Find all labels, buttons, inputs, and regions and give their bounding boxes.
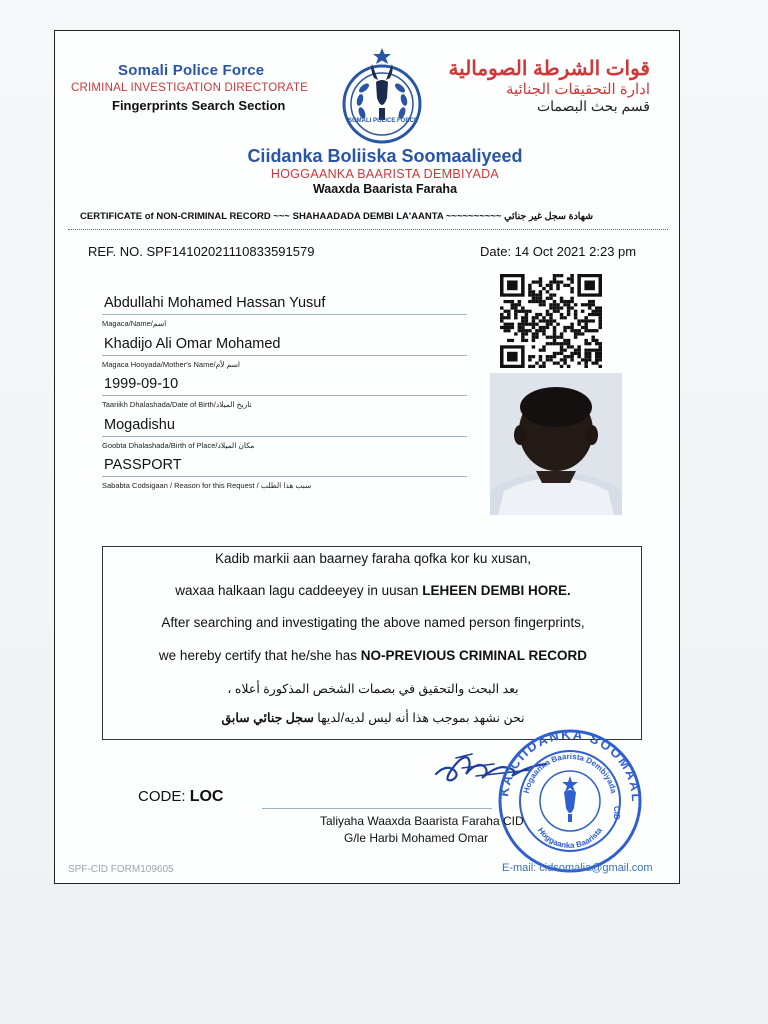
certification-statement <box>102 546 642 740</box>
field-dob-label: Taariikh Dhalashada/Date of Birth/تاريخ الميلاد <box>102 400 252 409</box>
reference-number: REF. NO. SPF14102021110833591579 <box>88 244 315 259</box>
applicant-photo <box>490 373 622 515</box>
field-birth-place-rule <box>102 436 467 437</box>
svg-text:Hoggaanka Baarista <box>536 826 604 850</box>
field-name-label: Magaca/Name/اسم <box>102 319 167 328</box>
stamp-inner-bottom-text: Hoggaanka Baarista <box>536 825 604 851</box>
statement-ar-line-2 <box>103 710 643 725</box>
field-birth-place-label: Goobta Dhalashada/Birth of Place/مكان الميلاد <box>102 441 255 450</box>
heading-divider <box>68 229 668 230</box>
statement-en-emphasis: NO-PREVIOUS CRIMINAL RECORD <box>360 648 588 663</box>
code-line <box>138 788 223 806</box>
statement-so-line-1: Kadib markii aan baarney faraha qofka kor ku xusan, <box>215 551 531 566</box>
field-reason-rule <box>102 476 467 477</box>
field-name-value: Abdullahi Mohamed Hassan Yusuf <box>104 295 326 311</box>
qr-code <box>500 274 602 368</box>
certificate-heading-ar: شهادة سجل غير جنائي <box>504 211 594 222</box>
stamp-outer-text: KA CIIDANKA SOOMAAL <box>495 728 645 804</box>
statement-ar-line-2-text: نحن نشهد بموجب هذا أنه ليس لديه/لديها <box>313 711 525 725</box>
form-number: SPF-CID FORM109605 <box>68 864 174 875</box>
statement-ar-line-1: بعد البحث والتحقيق في بصمات الشخص المذكورة أعلاه ، <box>227 682 519 696</box>
code-value: LOC <box>189 788 224 805</box>
svg-text:Hogaanka Baarista Dembiyada <box>522 752 619 795</box>
field-dob-value: 1999-09-10 <box>104 376 179 392</box>
certificate-heading <box>80 211 672 222</box>
official-stamp <box>494 728 646 874</box>
statement-en-line-2-text: we hereby certify that he/she has <box>158 648 361 663</box>
org-section-ar: قسم بحث البصمات <box>536 98 650 114</box>
stamp-inner-top-text: Hogaanka Baarista Dembiyada <box>521 751 619 795</box>
field-mother-name-label: Magaca Hooyada/Mother's Name/اسم لأم <box>102 360 240 369</box>
org-department-ar: ادارة التحقيقات الجنائية <box>505 81 650 98</box>
org-title-so: Ciidanka Boliiska Soomaaliyeed <box>247 146 523 166</box>
statement-en-line-2 <box>103 648 643 663</box>
logo-ring-text: SOMALI POLICE FORCE <box>347 118 418 124</box>
contact-email: E-mail: cidsomalia@gmail.com <box>502 862 653 874</box>
org-section-so: Waaxda Baarista Faraha <box>312 182 458 196</box>
statement-so-line-2 <box>103 583 643 598</box>
field-birth-place-value: Mogadishu <box>104 417 175 433</box>
stamp-center-text: CID <box>612 806 621 820</box>
signer-name: G/le Harbi Mohamed Omar <box>344 831 489 845</box>
field-dob-rule <box>102 395 467 396</box>
signature-rule <box>262 808 492 809</box>
org-title-ar: قوات الشرطة الصومالية <box>448 58 650 80</box>
field-name-rule <box>102 314 467 315</box>
org-department-so: HOGGAANKA BAARISTA DEMBIYADA <box>270 167 500 181</box>
field-mother-name-value: Khadijo Ali Omar Mohamed <box>104 336 281 352</box>
signer-title: Taliyaha Waaxda Baarista Faraha CID <box>320 814 524 828</box>
org-title-en: Somali Police Force <box>118 62 265 79</box>
issue-date: Date: 14 Oct 2021 2:23 pm <box>480 244 637 259</box>
statement-ar-emphasis: سجل جنائي سابق <box>221 711 314 725</box>
field-mother-name-rule <box>102 355 467 356</box>
org-department-en: CRIMINAL INVESTIGATION DIRECTORATE <box>71 82 309 94</box>
police-emblem-logo <box>330 46 434 146</box>
org-section-en: Fingerprints Search Section <box>112 98 286 113</box>
certificate-heading-en: CERTIFICATE of NON-CRIMINAL RECORD ~~~ SHAHAADADA DEMBI LA'AANTA ~~~~~~~~~~ <box>80 211 502 222</box>
code-label: CODE: <box>138 788 190 805</box>
field-reason-label: Sababta Codsigaan / Reason for this Request / سبب هذا الطلب <box>102 481 312 490</box>
statement-so-line-2-text: waxaa halkaan lagu caddeeyey in uusan <box>175 583 423 598</box>
statement-en-line-1: After searching and investigating the above named person fingerprints, <box>161 615 585 630</box>
statement-so-emphasis: LEHEEN DEMBI HORE. <box>422 583 571 598</box>
field-reason-value: PASSPORT <box>104 457 182 473</box>
